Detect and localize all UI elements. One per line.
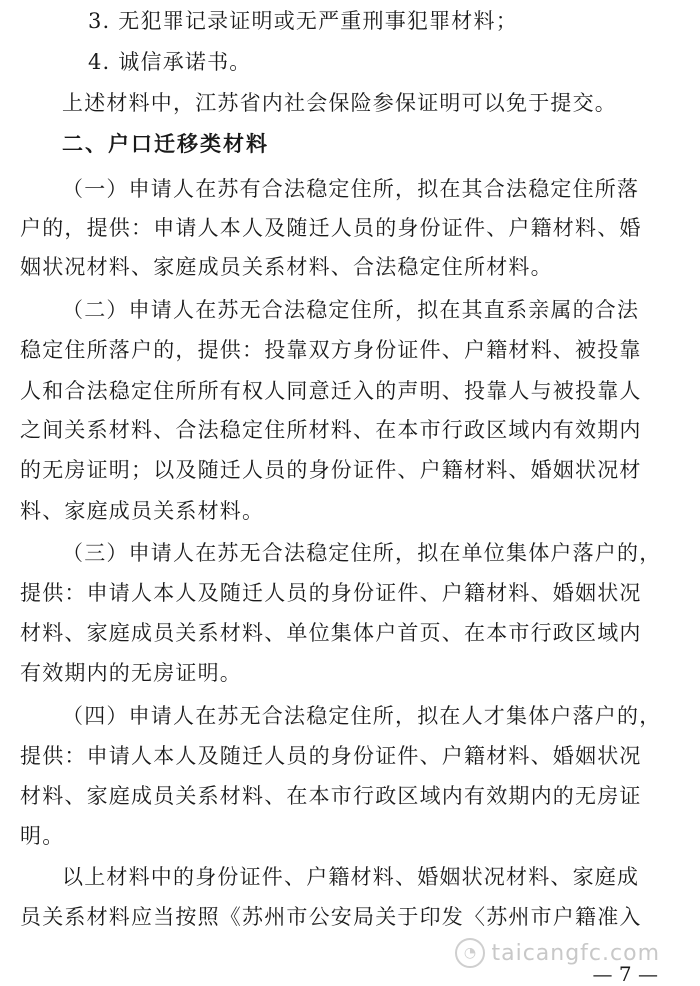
paragraph-5-line-1: 以上材料中的身份证件、户籍材料、婚姻状况材料、家庭成: [62, 865, 640, 889]
paragraph-5-line-2: 员关系材料应当按照《苏州市公安局关于印发〈苏州市户籍准入: [20, 905, 642, 929]
paragraph-2-line-3: 人和合法稳定住所所有权人同意迁入的声明、投靠人与被投靠人: [20, 379, 642, 403]
paragraph-2-line-1: （二）申请人在苏无合法稳定住所，拟在其直系亲属的合法: [62, 298, 640, 322]
note-line: 上述材料中，江苏省内社会保险参保证明可以免于提交。: [62, 91, 617, 115]
paragraph-2-line-6: 料、家庭成员关系材料。: [20, 499, 265, 523]
paragraph-4-line-1: （四）申请人在苏无合法稳定住所，拟在人才集体户落户的，: [62, 704, 662, 728]
paragraph-2-line-2: 稳定住所落户的，提供：投靠双方身份证件、户籍材料、被投靠: [20, 338, 642, 362]
page-number: — 7 —: [592, 962, 658, 986]
watermark-logo-icon: ◔: [455, 938, 485, 968]
section-heading: 二、户口迁移类材料: [62, 132, 269, 156]
list-item-4: 4. 诚信承诺书。: [88, 50, 252, 74]
paragraph-3-line-1: （三）申请人在苏无合法稳定住所，拟在单位集体户落户的，: [62, 541, 662, 565]
paragraph-4-line-2: 提供：申请人本人及随迁人员的身份证件、户籍材料、婚姻状况: [20, 744, 642, 768]
paragraph-3-line-2: 提供：申请人本人及随迁人员的身份证件、户籍材料、婚姻状况: [20, 581, 642, 605]
paragraph-4-line-4: 明。: [20, 824, 65, 848]
paragraph-1-line-3: 姻状况材料、家庭成员关系材料、合法稳定住所材料。: [20, 255, 553, 279]
paragraph-3-line-3: 材料、家庭成员关系材料、单位集体户首页、在本市行政区域内: [20, 621, 642, 645]
paragraph-2-line-4: 之间关系材料、合法稳定住所材料、在本市行政区域内有效期内: [20, 418, 642, 442]
watermark-text: taicangfc.com: [491, 940, 660, 966]
paragraph-2-line-5: 的无房证明；以及随迁人员的身份证件、户籍材料、婚姻状况材: [20, 458, 642, 482]
paragraph-1-line-1: （一）申请人在苏有合法稳定住所，拟在其合法稳定住所落: [62, 177, 640, 201]
paragraph-4-line-3: 材料、家庭成员关系材料、在本市行政区域内有效期内的无房证: [20, 784, 642, 808]
paragraph-1-line-2: 户的，提供：申请人本人及随迁人员的身份证件、户籍材料、婚: [20, 216, 642, 240]
paragraph-3-line-4: 有效期内的无房证明。: [20, 661, 242, 685]
list-item-3: 3. 无犯罪记录证明或无严重刑事犯罪材料；: [88, 9, 518, 33]
